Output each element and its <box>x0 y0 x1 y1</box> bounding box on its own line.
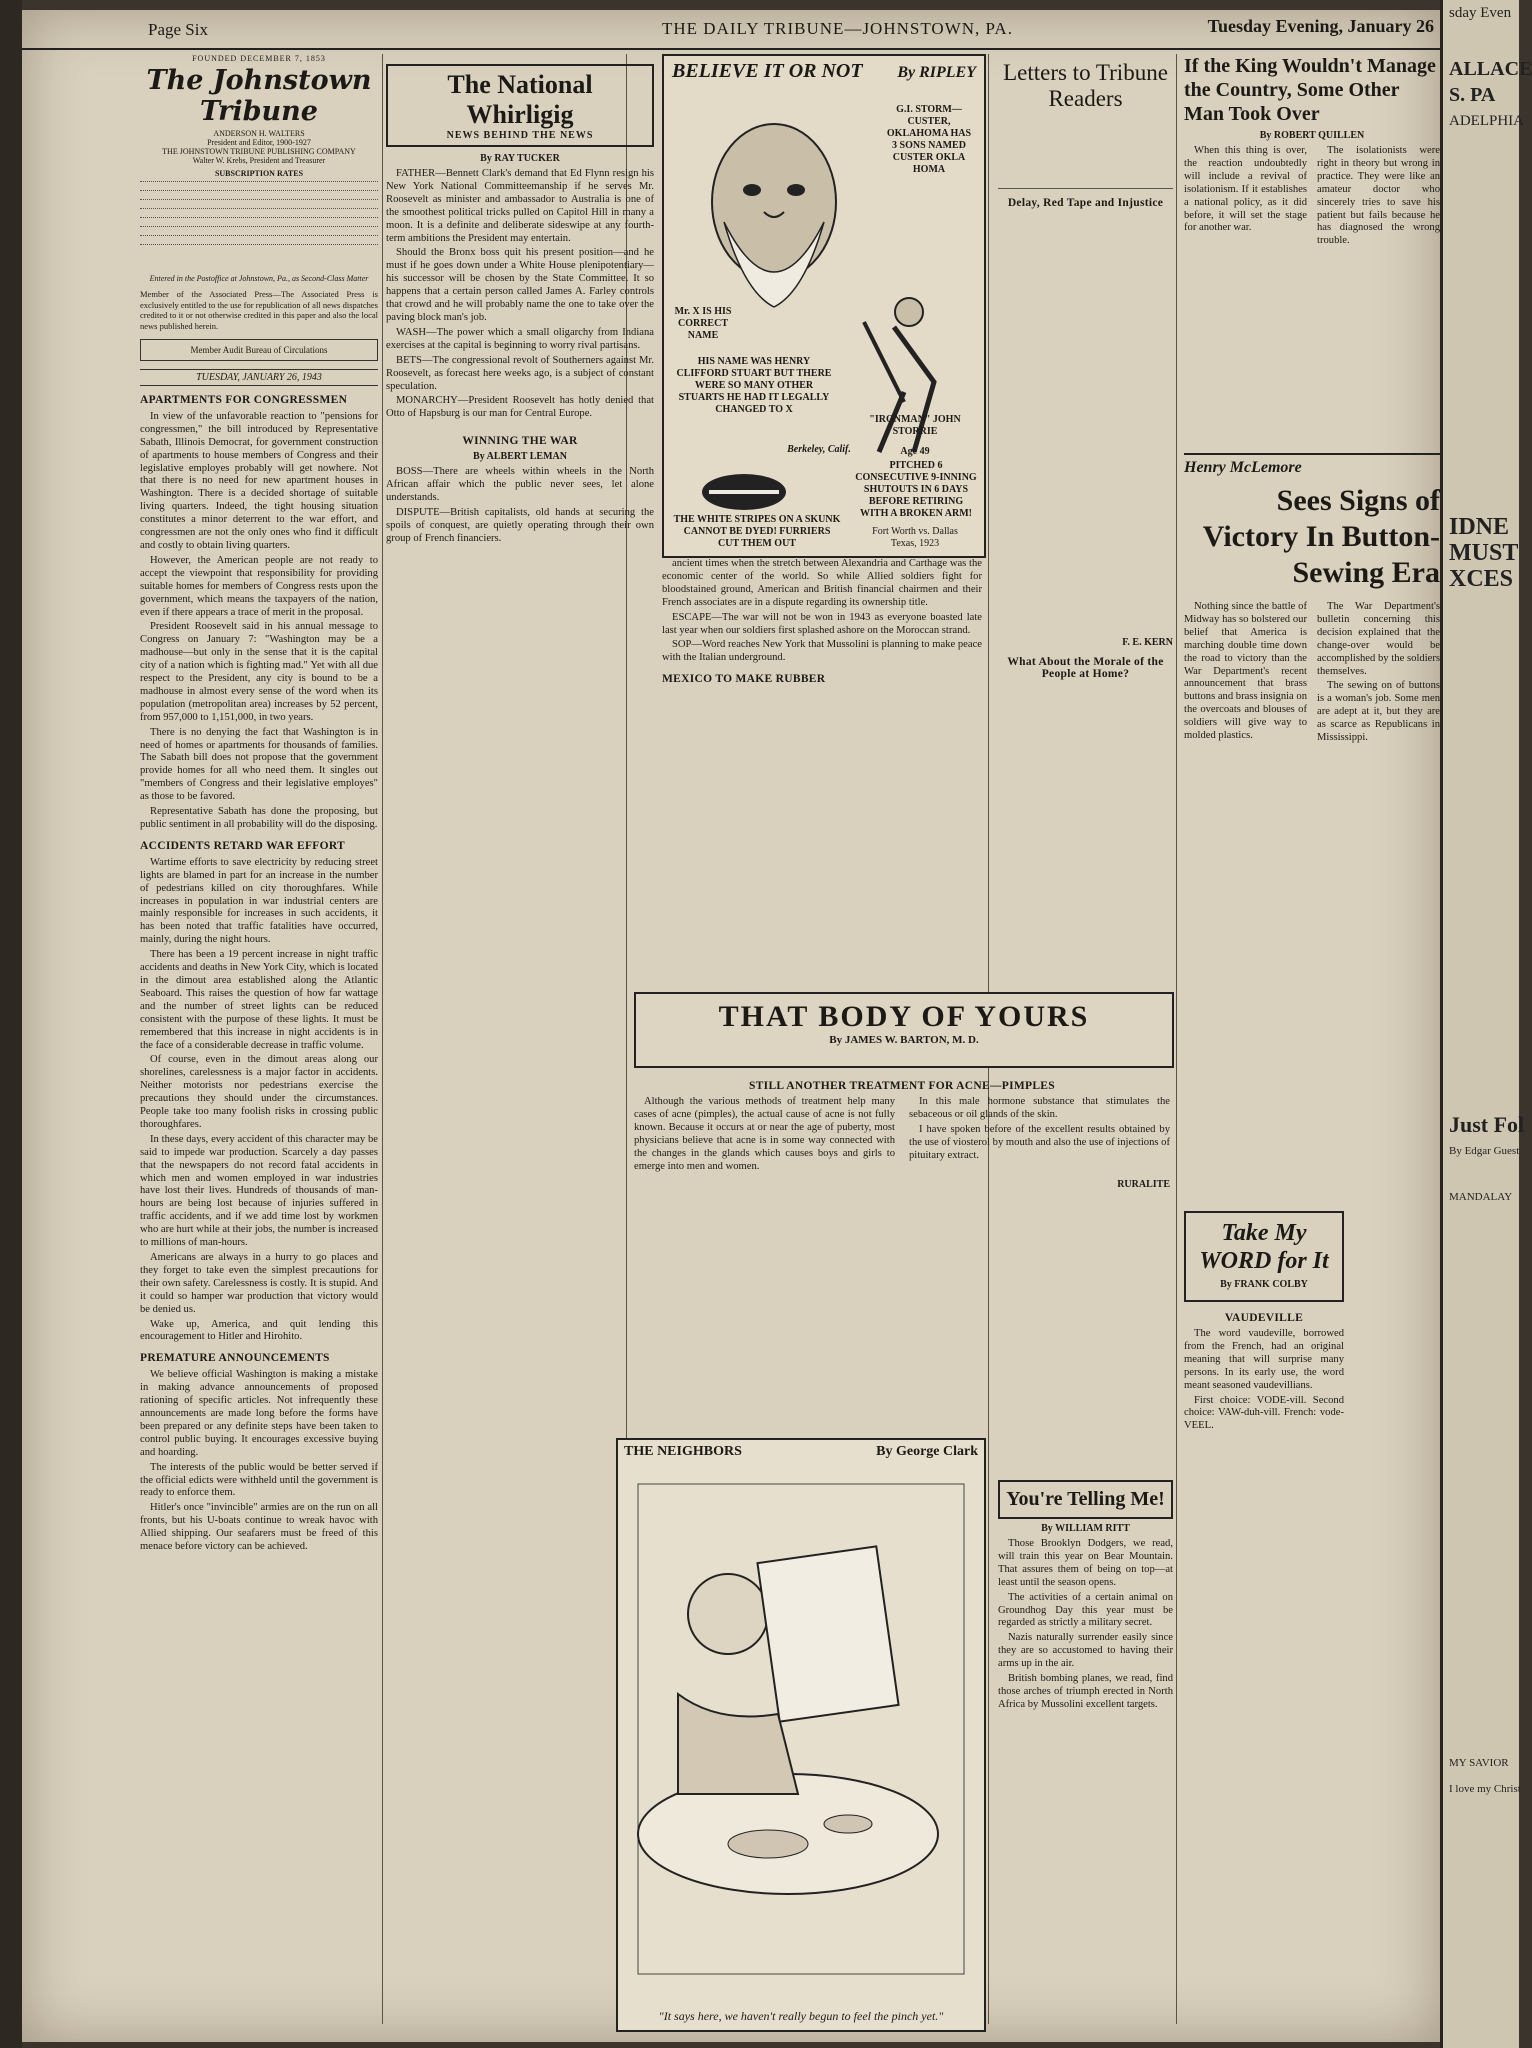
neighbors-header <box>618 1440 984 1464</box>
member-ap: Member of the Associated Press—The Associated Press is exclusively entitled to the use for republication of all news dispatches credited to it or not otherwise credited in this paper and also the local news published herein. <box>140 289 378 331</box>
winning-war-byline: By ALBERT LEMAN <box>473 451 567 463</box>
paragraph: FATHER—Bennett Clark's demand that Ed Flynn resign his New York National Committeemanship if he serves Mr. Roosevelt as minister and ambassador to Australia is one of the smoothest political tricks pulled on Capitol Hill in many a moon. It is a definite and deliberate sideswipe at any fourth-term ambitions the President may entertain. <box>386 168 654 244</box>
date-label: Tuesday Evening, January 26 <box>1207 16 1434 36</box>
word-byline: By FRANK COLBY <box>1220 1279 1308 1290</box>
word-title: Take My WORD for It <box>1199 1220 1329 1274</box>
paragraph: The word vaudeville, borrowed from the French, had an original meaning that will surprise many persons. In its early use, the word meant seasoned vaudevillians. <box>1184 1328 1344 1391</box>
paper-name: The Johnstown Tribune <box>146 65 372 127</box>
paper-name-line: THE DAILY TRIBUNE—JOHNSTOWN, PA. <box>662 19 1013 38</box>
paragraph: BETS—The congressional revolt of Southerners against Mr. Roosevelt, as forecast here weeks ago, is a subject of constant speculation. <box>386 354 654 392</box>
letters-intro <box>998 118 1173 189</box>
word-header <box>1184 1211 1344 1302</box>
neighbors-title: THE NEIGHBORS <box>624 1444 742 1459</box>
letters-head-1: Delay, Red Tape and Injustice <box>1007 197 1164 209</box>
letter-sig-1: F. E. KERN <box>1122 637 1173 648</box>
paragraph: The sewing on of buttons is a woman's job. Some men are adept at it, but they are as scarce as Republicans in Mississippi. <box>1317 680 1440 744</box>
paragraph: In these days, every accident of this character may be said to impede war production. Scarcely a day passes that the newspapers do not record fatal accidents in which men and women employed in war industries have lost their lives. Hundreds of thousands of man-hours are being lost because of injuries suffered in traffic accidents, and if we add time lost by workmen who are hurt while at their jobs, the number is increased to millions of man-hours. <box>140 1133 378 1249</box>
paragraph: MONARCHY—President Roosevelt has hotly denied that Otto of Hapsburg is our man for Central Europe. <box>386 395 654 420</box>
body-text <box>634 1096 1170 1173</box>
paragraph: In view of the unfavorable reaction to "pensions for congressmen," the bill introduced by Representative Sabath, Illinois Democrat, for government construction of apartments to house members of Congress and their legislative employes probably will get nowhere. Not that there is no need for new apartment houses in Washington. There is a decided shortage of suitable living quarters. Indeed, the tight housing situation constitutes a minor deterrent to the war effort, and congressmen are not the only ones who find it difficult and costly to obtain living quarters. <box>140 410 378 551</box>
paragraph: When this thing is over, the reaction undoubtedly will include a revival of isolationism. If it establishes a national policy, as it did before, it will set the stage for another war. <box>1184 145 1307 234</box>
editorial-premature <box>140 1352 378 1554</box>
fragment-line: By Edgar Guest <box>1449 1145 1520 1157</box>
letter-body-1 <box>998 213 1173 633</box>
paragraph: I have spoken before of the excellent results obtained by the use of viosterol by mouth and also the use of injections of pituitary extract. <box>909 1123 1170 1161</box>
ripley-caption-pitch: PITCHED 6 CONSECUTIVE 9-INNING SHUTOUTS IN 6 DAYS BEFORE RETIRING WITH A BROKEN ARM! <box>855 460 977 519</box>
whirligig-header <box>386 64 654 147</box>
paragraph: WASH—The power which a small oligarchy from Indiana exercises at the capital is beginning to worry rival partisans. <box>386 326 654 351</box>
masthead-line: Walter W. Krebs, President and Treasurer <box>192 156 326 165</box>
paragraph: DISPUTE—British capitalists, old hands at securing the spoils of conquest, are quietly operating through their own group of French financiers. <box>386 506 654 544</box>
paragraph: British bombing planes, we read, find those arches of triumph erected in North Africa by Mussolini excellent targets. <box>998 1673 1173 1710</box>
ripley-caption-age: Age 49 <box>900 446 930 457</box>
binding-edge <box>0 0 22 2048</box>
ripley-caption-name: HIS NAME WAS HENRY CLIFFORD STUART BUT THERE WERE SO MANY OTHER STUARTS HE HAD IT LEGALLY CHANGED TO X <box>676 356 832 415</box>
mid-text-block <box>662 558 982 988</box>
whirligig-byline: By RAY TUCKER <box>480 153 560 164</box>
paragraph: Those Brooklyn Dodgers, we read, will train this year on Bear Mountain. That assures them of being on top—at least until the season opens. <box>998 1538 1173 1588</box>
masthead-line: ANDERSON H. WALTERS <box>213 129 305 138</box>
column-rule <box>1176 54 1177 2024</box>
paragraph: We believe official Washington is making a mistake in making advance announcements of proposed rationing of specific articles. Not infrequently these announcements are made long before the forms have been prepared or any definite steps have been taken to control public buying. It encourages excessive buying and hoarding. <box>140 1369 378 1458</box>
word-head: VAUDEVILLE <box>1224 1312 1304 1324</box>
ripley-caption-skunk: THE WHITE STRIPES ON A SKUNK CANNOT BE DYED! FURRIERS CUT THEM OUT <box>673 514 841 549</box>
paragraph: SOP—Word reaches New York that Mussolini is planning to make peace with the Italian underground. <box>662 639 982 664</box>
telling-header <box>998 1480 1173 1519</box>
body-of-yours-article <box>634 1072 1170 1432</box>
letters-head-2: What About the Morale of the People at Home? <box>1007 656 1164 680</box>
entered-notice: Entered in the Postoffice at Johnstown, Pa., as Second-Class Matter <box>149 274 369 283</box>
fragment-line: MUST <box>1449 540 1519 566</box>
page-header <box>22 10 1440 50</box>
paragraph: First choice: VODE-vill. Second choice: VAW-duh-vill. French: vode-VEEL. <box>1184 1394 1344 1432</box>
neighbors-byline: By George Clark <box>876 1444 978 1459</box>
paragraph: However, the American people are not ready to accept the viewpoint that responsibility for providing suitable homes for members of Congress rests upon the government, which means the taxpayers of the nation, even if there appears a trace of merit in the proposal. <box>140 554 378 618</box>
ripley-cartoon <box>662 54 986 558</box>
letter-sig-2: RURALITE <box>1117 1179 1170 1191</box>
paragraph: Representative Sabath has done the proposing, but public sentiment in all probability will do the disposing. <box>140 806 378 830</box>
mexico-head: MEXICO TO MAKE RUBBER <box>662 673 826 686</box>
masthead <box>140 54 378 386</box>
paragraph: In this male hormone substance that stimulates the sebaceous or oil glands of the skin. <box>909 1096 1170 1120</box>
paragraph: ESCAPE—The war will not be won in 1943 as everyone boasted late last year when our soldiers first splashed ashore on the Moroccan strand. <box>662 611 982 636</box>
word-section <box>1184 1211 1344 1433</box>
fragment-line: sday Even <box>1449 5 1512 21</box>
fragment-line: ALLACE <box>1449 58 1532 80</box>
rates-head: SUBSCRIPTION RATES <box>214 169 304 178</box>
body-byline: By JAMES W. BARTON, M. D. <box>829 1034 979 1046</box>
editorial-accidents <box>140 840 378 1344</box>
masthead-line: THE JOHNSTOWN TRIBUNE PUBLISHING COMPANY <box>162 147 356 156</box>
editorial-head: PREMATURE ANNOUNCEMENTS <box>140 1352 330 1365</box>
fragment-line: S. PA <box>1449 84 1496 106</box>
ripley-title <box>664 56 984 87</box>
ripley-caption-storm: G.I. STORM—CUSTER, OKLAHOMA HAS 3 SONS NAMED CUSTER OKLA HOMA <box>886 104 972 175</box>
ripley-caption-storrie: "IRONMAN" JOHN STORRIE <box>869 414 961 437</box>
telling-title: You're Telling Me! <box>1006 1488 1165 1510</box>
paragraph: The War Department's bulletin concerning this decision explained that the change-over would be accomplished by the soldiers themselves. <box>1317 601 1440 677</box>
founded-line: FOUNDED DECEMBER 7, 1853 <box>192 54 326 63</box>
telling-body <box>998 1538 1173 1712</box>
letters-column <box>998 54 1173 984</box>
king-byline: By ROBERT QUILLEN <box>1259 130 1365 141</box>
paragraph: There is no denying the fact that Washington is in need of homes or apartments for thousands of families. The Sabath bill does not propose that the government provide homes for all who need them. It singles out "members of Congress and their legislative employes" as those to be favored. <box>140 726 378 803</box>
whirligig-body <box>386 168 654 421</box>
fragment-line: MANDALAY <box>1449 1191 1513 1203</box>
editorial-head: ACCIDENTS RETARD WAR EFFORT <box>140 839 346 852</box>
rates-text <box>140 181 378 271</box>
body-of-yours-header <box>634 992 1174 1068</box>
king-title: If the King Wouldn't Manage the Country, Some Other Man Took Over <box>1184 55 1436 125</box>
page-label: Page Six <box>148 20 208 39</box>
editorial-head: APARTMENTS FOR CONGRESSMEN <box>140 394 348 406</box>
telling-byline: By WILLIAM RITT <box>1041 1523 1130 1534</box>
paragraph: Wartime efforts to save electricity by reducing street lights are blamed in part for an increase in the number of pedestrians killed on city thoroughfares. While increases in population in war industrial centers are mainly responsible for increases in such accidents, it has been noted that traffic fatalities have occurred, mainly, during the night hours. <box>140 856 378 946</box>
fragment-line: ADELPHIA <box>1449 113 1524 129</box>
newspaper-page <box>22 10 1440 2042</box>
winning-war-head: WINNING THE WAR <box>462 435 578 448</box>
paragraph: Although the various methods of treatment help many cases of acne (pimples), the actual cause of acne is not fully known. Because it occurs at or near the age of puberty, most physicians believe that acne is in some way connected with the changes in the glands which causes boys and girls to emerge into men and women. <box>634 1096 895 1172</box>
body-subhead: STILL ANOTHER TREATMENT FOR ACNE—PIMPLES <box>749 1080 1055 1092</box>
fragment-line: I love my Christ <box>1449 1783 1521 1795</box>
paragraph: Nazis naturally surrender easily since they are so accustomed to having their arms up in the air. <box>998 1632 1173 1670</box>
whirligig-column <box>386 54 654 2024</box>
paragraph: Hitler's once "invincible" armies are on the run on all fronts, but his U-boats continue to wreak havoc with Allied shipping. Our seafarers must be freed of this menace before victory can be achieved. <box>140 1502 378 1553</box>
neighbors-cartoon <box>616 1438 986 2032</box>
ripley-caption-fw: Fort Worth vs. Dallas Texas, 1923 <box>872 526 958 549</box>
editorial-column <box>140 54 378 2024</box>
body-title: THAT BODY OF YOURS <box>718 1000 1090 1033</box>
editorial-dateline: TUESDAY, JANUARY 26, 1943 <box>140 369 378 386</box>
paragraph: The activities of a certain animal on Groundhog Day this year must be regarded as strictly a military secret. <box>998 1591 1173 1629</box>
paragraph: BOSS—There are wheels within wheels in the North African affair which the public never sees, let alone understands. <box>386 466 654 504</box>
whirligig-title: The National Whirligig <box>447 70 593 129</box>
column-rule <box>382 54 383 2024</box>
letters-title: Letters to Tribune Readers <box>1003 60 1168 111</box>
mclemore-body <box>1184 601 1440 1201</box>
king-body <box>1184 145 1440 445</box>
whirligig-subtitle: NEWS BEHIND THE NEWS <box>446 130 594 141</box>
editorial-apartments <box>140 394 378 832</box>
neighbors-caption: "It says here, we haven't really begun to feel the pinch yet." <box>658 2009 944 2023</box>
mclemore-title: Sees Signs of Victory In Button-Sewing Era <box>1202 484 1440 589</box>
paragraph: There has been a 19 percent increase in night traffic accidents and deaths in New York City, which is located in the dimout area established along the Atlantic Seaboard. This raises the question of how far wattage and the number of street lights can be reduced consistent with the purpose of these lights. It must be remembered that this increase in night accidents is in the face of a considerable decrease in traffic volume. <box>140 949 378 1051</box>
ripley-title-text: BELIEVE IT OR NOT <box>672 60 863 82</box>
word-body <box>1184 1328 1344 1433</box>
paragraph: Wake up, America, and quit lending this encouragement to Hitler and Hirohito. <box>140 1318 378 1343</box>
fragment-line: Just Fol <box>1449 1112 1525 1137</box>
mid-body <box>662 558 982 686</box>
member-audit: Member Audit Bureau of Circulations <box>140 339 378 361</box>
neighbors-illustration <box>618 1464 984 1984</box>
telling-column <box>998 1470 1173 2030</box>
masthead-line: President and Editor, 1900-1927 <box>207 138 311 147</box>
fragment-line: XCES <box>1449 566 1514 592</box>
paragraph: ancient times when the stretch between Alexandria and Carthage was the economic center of the world. So while Allied soldiers fight for bloodstained ground, American and British financial chairmen and their French associates are in a dispute regarding its ownership title. <box>662 558 982 608</box>
mclemore-kicker: Henry McLemore <box>1184 453 1440 477</box>
paragraph: Nothing since the battle of Midway has so bolstered our belief that America is marching double time down the road to victory than the War Department's recent announcement that brass buttons and brass insignia on the overcoats and blouses of soldiers will give way to molded plastics. <box>1184 601 1307 742</box>
paragraph: Should the Bronx boss quit his present position—and he must if he goes down under a White House plenipotentiary—his successor will be chosen by the State Committee. It so happens that a certain person called James A. Farley controls that crowd and he will probably name the one to take over the paving block man's job. <box>386 247 654 323</box>
ripley-caption-x: Mr. X IS HIS CORRECT NAME <box>674 306 732 341</box>
paragraph: Americans are always in a hurry to go places and they forget to take even the simplest precautions for their own safety. Carelessness is costly. It is stupid. And it could so hamper war production that victory would be denied us. <box>140 1252 378 1315</box>
paragraph: Of course, even in the dimout areas along our shorelines, carelessness is a major factor in accidents. Neither motorists nor pedestrians exercise the precautions they should under the circumstances. People take too many foolish risks in crossing public thoroughfares. <box>140 1054 378 1130</box>
ripley-caption-place: Berkeley, Calif. <box>787 444 851 455</box>
adjacent-page-fragment <box>1440 0 1532 2048</box>
ripley-byline: By RIPLEY <box>897 64 976 81</box>
winning-war-body <box>386 466 654 545</box>
right-column <box>1184 54 1440 2024</box>
paragraph: The interests of the public would be better served if the official edicts were withheld until the government is ready to enforce them. <box>140 1461 378 1499</box>
paragraph: President Roosevelt said in his annual message to Congress on January 7: "Washington may be a madhouse—but only in the sense that it is the capital city of a nation which is fighting mad." Yet with all due respect to the President, any city is bound to be a madhouse in almost every sense of the word when its population (metropolitan area) increases by 52 percent, from 957,000 to 1,151,000, in two years. <box>140 621 378 723</box>
fragment-line: MY SAVIOR <box>1449 1757 1509 1769</box>
fragment-line: IDNE <box>1449 514 1510 540</box>
letter-body-2 <box>998 684 1173 924</box>
paragraph: The isolationists were right in theory but wrong in practice. They were like an amateur doctor who sincerely tries to save his patient but fails because he has diagnosed the wrong trouble. <box>1317 145 1440 247</box>
